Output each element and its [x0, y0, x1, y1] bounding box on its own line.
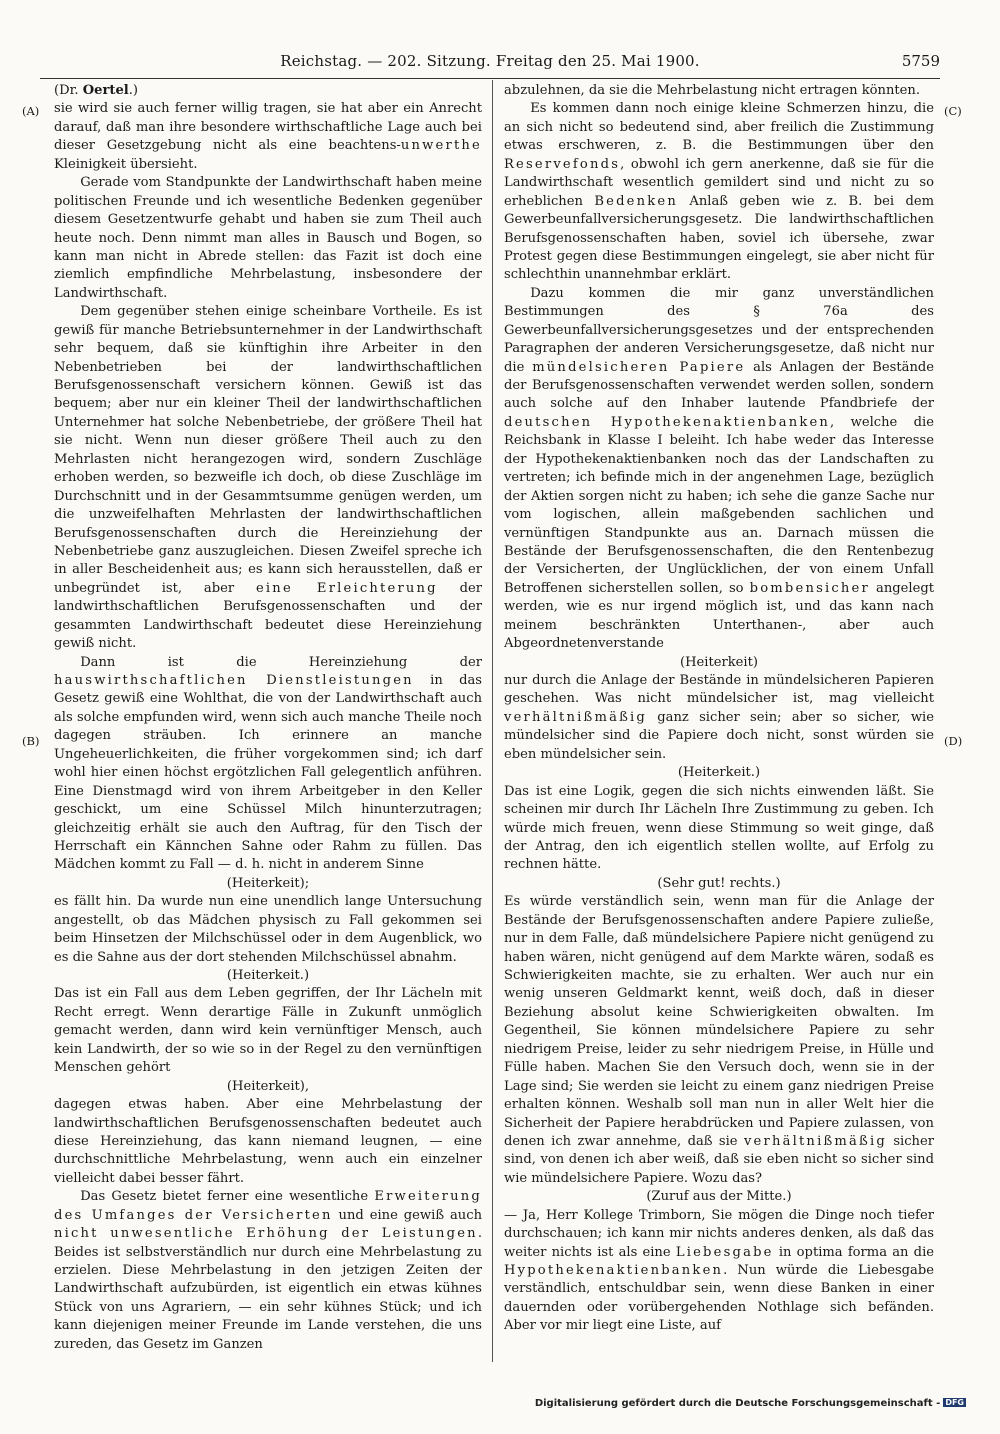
paragraph: Das ist ein Fall aus dem Leben gegriffen, der Ihr Lächeln mit Recht erregt. Wenn derartige Fälle in Zukunft unmöglich gemacht werden, dann wird kein vernünftiger Mensch, auch kein Landwirth, der so wie so in der Regel zu den vernünftigen Menschen gehört [54, 986, 482, 1076]
interjection: (Heiterkeit); [226, 875, 310, 891]
left-column [54, 82, 482, 1354]
paragraph: Das Gesetz bietet ferner eine wesentliche Erweiterung des Umfanges der Versicherten und eine gewiß auch nicht unwesentliche Erhöhung der Leistungen. Beides ist selbstverständlich nur durch eine Mehrbelastung zu erzielen. Diese Mehrbelastung in den jetzigen Zeiten der Landwirthschaft aufzubürden, ist eigentlich ein etwas kühnes Stück von uns Agrariern, — ein sehr kühnes Stück; und ich kann diejenigen meiner Freunde im Lande verstehen, die uns zureden, das Gesetz im Ganzen [54, 1189, 482, 1352]
page-header [40, 50, 940, 79]
paragraph: sie wird sie auch ferner willig tragen, sie hat aber ein Anrecht darauf, daß man ihre besondere wirthschaftliche Lage auch bei dieser Gesetzgebung nicht als eine beachtens-unwerthe Kleinigkeit übersieht. [54, 101, 482, 172]
paragraph: es fällt hin. Da wurde nun eine unendlich lange Untersuchung angestellt, ob das Mädchen physisch zu Fall gekommen sei beim Hinsetzen der Milchschüssel oder in dem Augenblick, wo es die Sahne aus der dort stehenden Milchschüssel abnahm. [54, 894, 482, 965]
paragraph: Das ist eine Logik, gegen die sich nichts einwenden läßt. Sie scheinen mir durch Ihr Lächeln Ihre Zustimmung zu geben. Ich würde mich freuen, wenn diese Stimmung so weit ginge, daß der Antrag, den ich eigentlich stellen wollte, auf Erfolg zu rechnen hätte. [504, 783, 934, 873]
margin-marker-c: (C) [944, 104, 962, 118]
running-title: Reichstag. — 202. Sitzung. Freitag den 25. Mai 1900. [280, 52, 700, 70]
column-divider [492, 80, 493, 1362]
interjection: (Heiterkeit.) [677, 765, 761, 781]
paragraph: abzulehnen, da sie die Mehrbelastung nicht ertragen könnten. [504, 83, 921, 98]
interjection: (Heiterkeit), [226, 1078, 310, 1094]
paragraph: — Ja, Herr Kollege Trimborn, Sie mögen die Dinge noch tiefer durchschauen; ich kann mir nichts anderes denken, als daß das weiter nichts ist als eine Liebesgabe in optima forma an die Hypothekenaktienbanken. Nun würde die Liebesgabe verständlich, entschuldbar sein, wenn diese Banken in einer dauernden oder vorübergehenden Nothlage sich befänden. Aber vor mir liegt eine Liste, auf [504, 1207, 935, 1334]
speaker-line: (Dr. Oertel.) [54, 83, 139, 98]
page-number: 5759 [901, 52, 940, 70]
dfg-logo: DFG [945, 1398, 964, 1407]
paragraph: Es würde verständlich sein, wenn man für die Anlage der Bestände der Berufsgenossenschaften andere Papiere zuließe, nur in dem Falle, daß mündelsichere Papiere nicht genügend zu haben wären, nicht genügend auf dem Markte wären, sodaß es Schwierigkeiten machte, sie zu erhalten. Wer auch nur ein wenig unseren Geldmarkt kennt, weiß doch, daß in dieser Beziehung absolut keine Schwierigkeiten obwalten. Im Gegentheil, Sie können mündelsichere Papiere zu sehr niedrigem Preise, leider zu sehr niedrigem Preise, in Hülle und Fülle haben. Machen Sie den Versuch doch, wenn sie in der Lage sind; Sie werden sie leicht zu einem ganz niedrigen Preise erhalten können. Weshalb soll man nun in aller Welt hier die Sicherheit der Papiere herabdrücken und Papiere zulassen, von denen ich zwar annehme, daß sie verhältnißmäßig sicher sind, von denen ich aber weiß, daß sie eben nicht so sicher sind wie mündelsichere Papiere. Wozu das? [504, 894, 934, 1186]
paragraph: Dem gegenüber stehen einige scheinbare Vortheile. Es ist gewiß für manche Betriebsunternehmer in der Landwirthschaft sehr bequem, daß sie künftighin ihre Arbeiter in den Nebenbetrieben bei der landwirthschaftlichen Berufsgenossenschaft versichern können. Gewiß ist das bequem; aber nur ein kleiner Theil der landwirthschaftlichen Unternehmer hat solche Nebenbetriebe, der größere Theil hat sie nicht. Wenn nun dieser größere Theil auch zu den Mehrlasten nicht herangezogen wird, sondern Zuschläge erhoben werden, so bezweifle ich doch, ob diese Zuschläge im Durchschnitt und in der Gesammtsumme genügen werden, um die unzweifelhaften Mehrlasten der landwirthschaftlichen Berufsgenossenschaften durch die Hereinziehung der Nebenbetriebe ganz auszugleichen. Diesen Zweifel spreche ich in aller Bescheidenheit aus; es kann sich herausstellen, daß er unbegründet ist, aber eine Erleichterung der landwirthschaftlichen Berufsgenossenschaften und der gesammten Landwirthschaft bedeutet diese Hereinziehung gewiß nicht. [54, 304, 482, 652]
digitization-credit: Digitalisierung gefördert durch die Deutsche Forschungsgemeinschaft - DFG [534, 1398, 964, 1409]
paragraph: dagegen etwas haben. Aber eine Mehrbelastung der landwirthschaftlichen Berufsgenossenschaften bedeutet auch diese Hereinziehung, das kann niemand leugnen, — eine durchschnittliche Mehrbelastung, wenn auch ein einzelner vielleicht dabei besser fährt. [54, 1097, 482, 1186]
paragraph: Dann ist die Hereinziehung der hauswirthschaftlichen Dienstleistungen in das Gesetz gewiß eine Wohlthat, die von der Landwirthschaft auch als solche empfunden wird, wenn sich auch manche Theile noch dagegen sträuben. Ich erinnere an manche Ungeheuerlichkeiten, die früher vorgekommen sind; ich darf wohl hier einen höchst ergötzlichen Fall gelegentlich anführen. Eine Dienstmagd wird von ihrem Arbeitgeber in den Keller geschickt, um eine Schüssel Milch hinunterzutragen; gleichzeitig erhält sie auch den Auftrag, für den Tisch der Herrschaft ein Kännchen Sahne oder Rahm zu füllen. Das Mädchen kommt zu Fall — d. h. nicht in anderem Sinne [54, 654, 482, 873]
paragraph: nur durch die Anlage der Bestände in mündelsicheren Papieren geschehen. Was nicht mündelsicher ist, mag vielleicht verhältnißmäßig ganz sicher sein; aber so sicher, wie mündelsicher sind die Papiere doch nicht, sonst würden sie eben mündelsicher sein. [504, 673, 934, 762]
speaker-name: Oertel [82, 83, 129, 98]
interjection: (Heiterkeit.) [226, 968, 310, 983]
interjection: (Sehr gut! rechts.) [657, 875, 781, 891]
interjection: (Heiterkeit) [680, 654, 758, 670]
margin-marker-b: (B) [22, 734, 40, 748]
margin-marker-d: (D) [944, 734, 963, 748]
paragraph: Es kommen dann noch einige kleine Schmerzen hinzu, die an sich nicht so bedeutend sind, aber freilich die Zustimmung etwas erschweren, z. B. die Bestimmungen über den Reservefonds, obwohl ich gern anerkenne, daß sie für die Landwirthschaft wesentlich gemildert sind und nicht zu so erheblichen Bedenken Anlaß geben wie z. B. bei dem Gewerbeunfallversicherungsgesetz. Die landwirthschaftlichen Berufsgenossenschaften haben, soviel ich übersehe, zwar Protest gegen diese Bestimmungen eingelegt, sie aber nicht für schlechthin unannehmbar erklärt. [504, 101, 935, 283]
interjection: (Zuruf aus der Mitte.) [646, 1189, 792, 1205]
paragraph: Gerade vom Standpunkte der Landwirthschaft haben meine politischen Freunde und ich wesentliche Bedenken gegenüber diesem Gesetzentwurfe gehabt und haben sie zum Theil auch heute noch. Denn nimmt man alles in Bausch und Bogen, so kann man nicht in Abrede stellen: das Fazit ist doch eine ziemlich empfindliche Mehrbelastung, insbesondere der Landwirthschaft. [54, 175, 482, 301]
margin-marker-a: (A) [22, 104, 40, 118]
right-column [504, 82, 934, 1336]
paragraph: Dazu kommen die mir ganz unverständlichen Bestimmungen des § 76a des Gewerbeunfallversicherungsgesetzes und der entsprechenden Paragraphen der anderen Versicherungsgesetze, daß nicht nur die mündelsicheren Papiere als Anlagen der Bestände der Berufsgenossenschaften verwendet werden sollen, sondern auch solche auf den Inhaber lautende Pfandbriefe der deutschen Hypothekenaktienbanken, welche die Reichsbank in Klasse I beleiht. Ich habe weder das Interesse der Hypothekenaktienbanken noch das der Landschaften zu vertreten; ich befinde mich in der angenehmen Lage, bezüglich der Aktien sorgen nicht zu haben; ich sehe die ganze Sache nur vom logischen, allein maßgebenden sachlichen und vernünftigen Standpunkte aus an. Darnach müssen die Bestände der Berufsgenossenschaften, die den Rentenbezug der Versicherten, der Unglücklichen, der von einem Unfall Betroffenen sicherstellen sollen, so bombensicher angelegt werden, wie es nur irgend möglich ist, und das kann nach meinem beschränkten Unterthanen-, aber auch Abgeordnetenverstande [504, 285, 935, 652]
